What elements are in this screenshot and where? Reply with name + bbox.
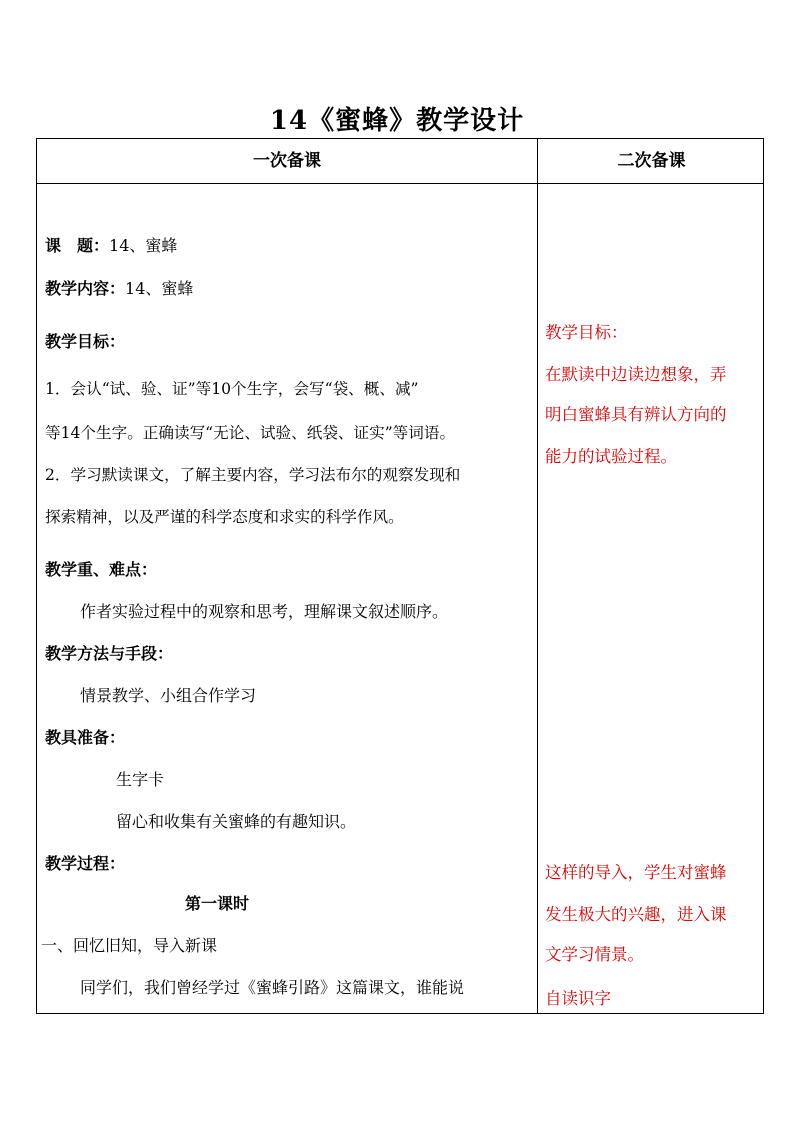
content-line xyxy=(45,276,193,299)
goal2-line1: 2．学习默读课文，了解主要内容，学习法布尔的观察发现和 xyxy=(45,466,461,484)
lesson-label: 第一课时 xyxy=(185,894,250,913)
column-divider xyxy=(537,139,538,1013)
right-note-line2: 发生极大的兴趣，进入课 xyxy=(545,905,727,924)
right-goal-label: 教学目标： xyxy=(545,323,628,342)
page-title: 14《蜜蜂》教学设计 xyxy=(269,106,525,136)
goal2-line2: 探索精神，以及严谨的科学态度和求实的科学作风。 xyxy=(45,508,404,526)
process-label: 教学过程： xyxy=(45,854,126,873)
topic-line xyxy=(45,233,177,256)
right-note-line3: 文学习情景。 xyxy=(545,945,644,964)
topic-value: 14、蜜蜂 xyxy=(109,236,178,255)
content-value: 14、蜜蜂 xyxy=(125,279,194,298)
key-label: 教学重、难点： xyxy=(45,560,158,579)
right-goal-line1: 在默读中边读边想象，弄 xyxy=(545,365,727,384)
col2-header: 二次备课 xyxy=(617,151,686,171)
right-goal-line3: 能力的试验过程。 xyxy=(545,447,677,466)
step1-heading: 一、回忆旧知，导入新课 xyxy=(41,936,218,955)
right-note-line4: 自读识字 xyxy=(545,989,611,1008)
right-goal-line2: 明白蜜蜂具有辨认方向的 xyxy=(545,405,727,424)
key-value: 作者实验过程中的观察和思考，理解课文叙述顺序。 xyxy=(80,602,449,621)
goal1-line1: 1．会认“试、验、证”等10个生字，会写“袋、概、减” xyxy=(45,380,419,398)
topic-label: 课 题： xyxy=(45,236,110,255)
lesson-plan-table xyxy=(36,138,764,1014)
tools-item1: 生字卡 xyxy=(116,770,165,789)
tools-item2: 留心和收集有关蜜蜂的有趣知识。 xyxy=(116,812,357,831)
col1-header: 一次备课 xyxy=(253,151,321,171)
method-label: 教学方法与手段： xyxy=(45,644,174,663)
right-note-line1: 这样的导入，学生对蜜蜂 xyxy=(545,863,727,882)
step1-text: 同学们，我们曾经学过《蜜蜂引路》这篇课文，谁能说 xyxy=(80,978,465,997)
header-divider xyxy=(37,183,763,184)
goals-label: 教学目标： xyxy=(45,332,126,351)
method-value: 情景教学、小组合作学习 xyxy=(80,686,257,705)
goal1-line2: 等14个生字。正确读写“无论、试验、纸袋、证实”等词语。 xyxy=(45,424,456,442)
tools-label: 教具准备： xyxy=(45,728,126,747)
content-label: 教学内容： xyxy=(45,279,126,298)
